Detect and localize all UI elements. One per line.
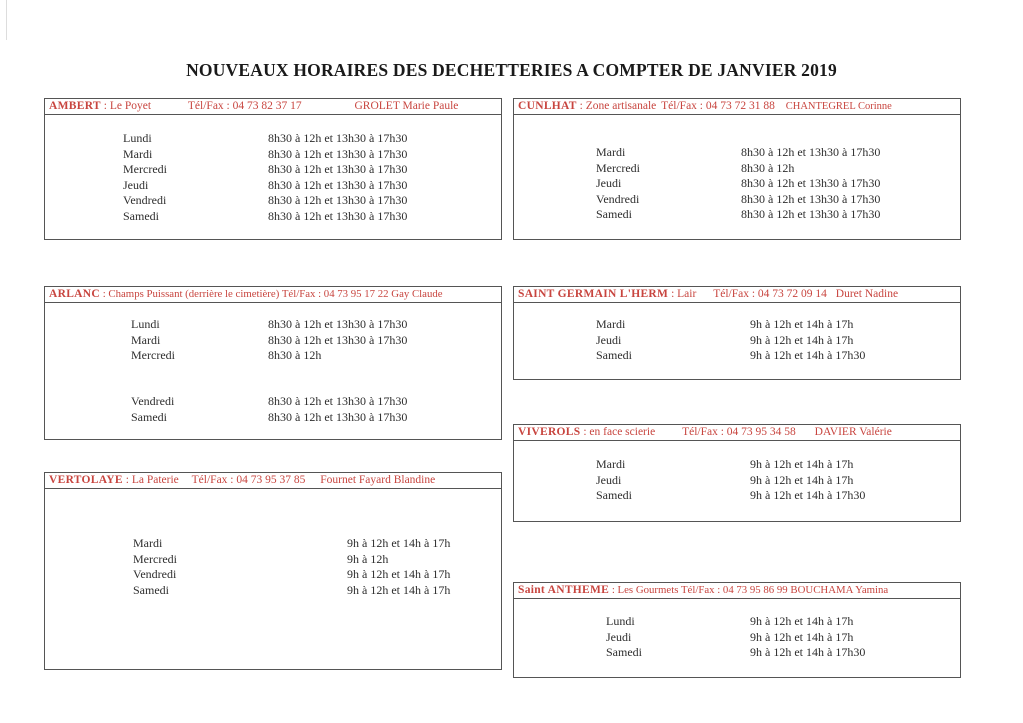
schedule-hours: 9h à 12h et 14h à 17h: [750, 472, 854, 487]
center-tel: Tél/Fax : 04 73 95 37 85: [191, 474, 306, 486]
center-name: VERTOLAYE: [49, 474, 123, 486]
schedule-day: Lundi: [131, 317, 160, 331]
page-title: NOUVEAUX HORAIRES DES DECHETTERIES A COMPTER DE JANVIER 2019: [186, 60, 837, 80]
center-cunlhat: [513, 98, 961, 240]
center-name: CUNLHAT: [518, 100, 577, 112]
schedule-day: Mercredi: [131, 348, 175, 362]
schedule-hours: 9h à 12h et 14h à 17h: [750, 317, 854, 331]
schedule-day: Mardi: [123, 146, 153, 161]
schedule-hours: 8h30 à 12h: [741, 160, 795, 175]
schedule-hours: 8h30 à 12h et 13h30 à 17h30: [741, 207, 881, 221]
schedule-hours: 8h30 à 12h et 13h30 à 17h30: [268, 208, 408, 223]
center-name: VIVEROLS: [518, 426, 581, 438]
schedule-day: Samedi: [596, 348, 632, 362]
center-name: ARLANC: [49, 288, 100, 300]
schedule-day: Vendredi: [131, 394, 175, 408]
schedule-day: Jeudi: [606, 629, 632, 644]
schedule-hours: 8h30 à 12h et 13h30 à 17h30: [268, 394, 408, 408]
center-name: SAINT GERMAIN L'HERM: [518, 288, 669, 300]
schedule-day: Jeudi: [596, 472, 622, 487]
schedule-day: Vendredi: [596, 191, 640, 206]
center-viverols: [513, 424, 961, 522]
center-contact: BOUCHAMA Yamina: [790, 584, 889, 596]
schedule-day: Mercredi: [596, 160, 640, 175]
center-contact: Duret Nadine: [835, 288, 899, 300]
center-tel: Tél/Fax : 04 73 95 86 99: [680, 584, 788, 596]
schedule-day: Mardi: [596, 317, 626, 331]
schedule-hours: 9h à 12h et 14h à 17h: [750, 457, 854, 471]
schedule-hours: 9h à 12h: [347, 551, 389, 566]
center-saint-antheme: [513, 582, 961, 678]
schedule-hours: 8h30 à 12h et 13h30 à 17h30: [268, 162, 408, 176]
schedule-hours: 8h30 à 12h et 13h30 à 17h30: [741, 176, 881, 190]
center-header: [44, 472, 502, 489]
schedule-day: Mercredi: [123, 162, 167, 176]
center-header: [513, 98, 961, 115]
center-header: [513, 286, 961, 303]
center-place: : Les Gourmets: [609, 584, 679, 596]
center-contact: CHANTEGREL Corinne: [785, 101, 892, 112]
center-place: : Champs Puissant (derrière le cimetière): [100, 288, 280, 300]
center-place: : Lair: [668, 288, 697, 300]
schedule-day: Mercredi: [133, 551, 177, 566]
center-place: : en face scierie: [580, 426, 656, 438]
center-tel: Tél/Fax : 04 73 95 17 22: [281, 288, 389, 300]
schedule-hours: 8h30 à 12h et 13h30 à 17h30: [741, 191, 881, 206]
schedule-hours: 8h30 à 12h et 13h30 à 17h30: [268, 131, 408, 145]
schedule-day: Jeudi: [596, 176, 622, 190]
schedule-hours: 8h30 à 12h et 13h30 à 17h30: [268, 146, 408, 161]
schedule-day: Samedi: [596, 488, 632, 502]
center-contact: Fournet Fayard Blandine: [320, 474, 436, 486]
center-header: [513, 424, 961, 441]
center-header: [44, 98, 502, 115]
center-tel: Tél/Fax : 04 73 82 37 17: [187, 100, 302, 112]
center-saint-germain: [513, 286, 961, 380]
schedule-day: Mardi: [133, 536, 163, 550]
schedule-hours: 8h30 à 12h et 13h30 à 17h30: [268, 193, 408, 207]
center-place: : Le Poyet: [100, 100, 152, 112]
schedule-hours: 8h30 à 12h et 13h30 à 17h30: [268, 332, 408, 347]
center-tel: Tél/Fax : 04 73 95 34 58: [682, 426, 796, 438]
schedule-hours: 9h à 12h et 14h à 17h: [750, 614, 854, 628]
schedule-hours: 9h à 12h et 14h à 17h30: [750, 488, 866, 502]
schedule-day: Vendredi: [123, 193, 167, 207]
schedule-day: Lundi: [123, 131, 152, 145]
center-tel: Tél/Fax : 04 73 72 31 88: [661, 100, 775, 112]
center-tel: Tél/Fax : 04 73 72 09 14: [713, 288, 827, 300]
schedule-day: Mardi: [131, 332, 161, 347]
schedule-day: Mardi: [596, 457, 626, 471]
schedule-day: Samedi: [606, 645, 642, 659]
scan-edge-mark: [6, 0, 7, 40]
schedule-day: Jeudi: [596, 332, 622, 347]
schedule-hours: 9h à 12h et 14h à 17h: [347, 536, 451, 550]
schedule-hours: 8h30 à 12h et 13h30 à 17h30: [268, 409, 408, 424]
center-name: AMBERT: [49, 100, 101, 112]
schedule-hours: 9h à 12h et 14h à 17h30: [750, 348, 866, 362]
schedule-hours: 9h à 12h et 14h à 17h: [750, 629, 854, 644]
schedule-day: Lundi: [606, 614, 635, 628]
center-place: : Zone artisanale: [576, 100, 657, 112]
schedule-hours: 8h30 à 12h: [268, 348, 322, 362]
schedule-day: Samedi: [596, 207, 632, 221]
center-place: : La Paterie: [122, 474, 179, 486]
schedule-hours: 8h30 à 12h et 13h30 à 17h30: [268, 177, 408, 192]
center-vertolaye: [44, 472, 502, 670]
schedule-day: Mardi: [596, 145, 626, 159]
schedule-day: Jeudi: [123, 177, 149, 192]
center-arlanc: [44, 286, 502, 440]
schedule-day: Samedi: [123, 208, 159, 223]
center-ambert: [44, 98, 502, 240]
schedule-hours: 8h30 à 12h et 13h30 à 17h30: [741, 145, 881, 159]
center-header: [44, 286, 502, 303]
schedule-hours: 9h à 12h et 14h à 17h: [347, 567, 451, 581]
schedule-day: Samedi: [131, 409, 167, 424]
schedule-hours: 9h à 12h et 14h à 17h30: [750, 645, 866, 659]
center-name: Saint ANTHEME: [518, 584, 610, 596]
schedule-hours: 8h30 à 12h et 13h30 à 17h30: [268, 317, 408, 331]
schedule-day: Samedi: [133, 582, 169, 597]
center-contact: DAVIER Valérie: [814, 426, 892, 438]
center-header: [513, 582, 961, 599]
center-contact: Gay Claude: [391, 288, 443, 300]
schedule-hours: 9h à 12h et 14h à 17h: [347, 582, 451, 597]
center-contact: GROLET Marie Paule: [354, 100, 459, 112]
schedule-day: Vendredi: [133, 567, 177, 581]
schedule-hours: 9h à 12h et 14h à 17h: [750, 332, 854, 347]
